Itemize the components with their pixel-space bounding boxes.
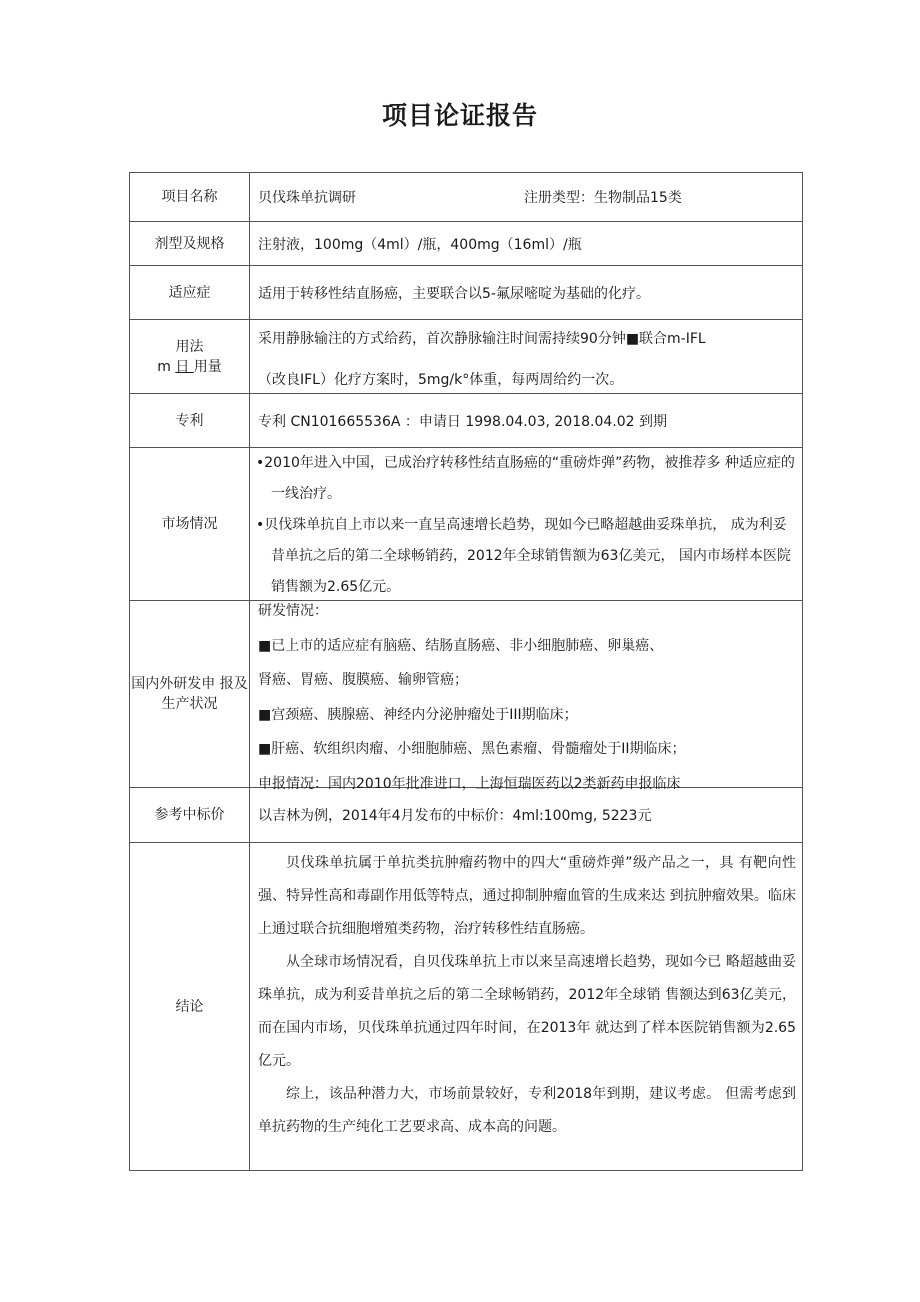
table-row (130, 394, 803, 448)
rd-line-1: ■已上市的适应症有脑癌、结肠直肠癌、非小细胞肺癌、卵巢癌、 (258, 637, 664, 654)
page-title: 项目论证报告 (381, 101, 538, 130)
rd-line-0: 研发情况： (258, 603, 328, 619)
usage-line1: 采用静脉输注的方式给药，首次静脉输注时间需持续90分钟■联合m-IFL (258, 330, 706, 347)
usage-label-line2: m 日 用量 (157, 358, 222, 375)
patent-label: 专利 (130, 394, 250, 448)
usage-label-line1: 用法 (175, 338, 204, 355)
usage-line2: （改良IFL）化疗方案时，5mg/k°体重，每两周给约一次。 (258, 371, 624, 388)
market-bullet-2: •贝伐珠单抗自上市以来一直呈高速增长趋势，现如今已略超越曲妥珠单抗， 成为利妥昔单抗之后的第二全球畅销药，2012年全球销售额为63亿美元， 国内市场样本医院销售额为2.65亿元。 (256, 517, 791, 595)
bid-price-label: 参考中标价 (130, 788, 250, 843)
spec-value: 注射液，100mg（4ml）/瓶，400mg（16ml）/瓶 (250, 222, 803, 266)
project-name-cell (250, 173, 803, 222)
table-row (130, 266, 803, 320)
table-row (130, 843, 803, 1171)
rd-line-5: 申报情况：国内2010年批准进口，上海恒瑞医药以2类新药申报临床 (258, 775, 681, 792)
conclusion-paragraph-3: 综上，该品种潜力大，市场前景较好，专利2018年到期，建议考虑。 但需考虑到单抗药物的生产纯化工艺要求高、成本高的问题。 (258, 1086, 796, 1135)
project-name-label: 项目名称 (130, 173, 250, 222)
report-table (129, 172, 803, 1171)
conclusion-paragraph-1: 贝伐珠单抗属于单抗类抗肿瘤药物中的四大“重磅炸弹”级产品之一，具 有靶向性强、特异性高和毒副作用低等特点，通过抑制肿瘤血管的生成来达 到抗肿瘤效果。临床上通过联合抗细胞增殖类药物，治疗转移性结直肠癌。 (258, 855, 796, 937)
conclusion-label: 结论 (130, 843, 250, 1171)
indication-value: 适用于转移性结直肠癌，主要联合以5-氟尿嘧啶为基础的化疗。 (250, 266, 803, 320)
table-row (130, 173, 803, 222)
table-row (130, 448, 803, 601)
table-row (130, 222, 803, 266)
usage-value (250, 320, 803, 394)
usage-label (130, 320, 250, 394)
patent-value: 专利 CN101665536A ：申请日 1998.04.03, 2018.04.02 到期 (250, 394, 803, 448)
conclusion-paragraph-2: 从全球市场情况看，自贝伐珠单抗上市以来呈高速增长趋势，现如今已 略超越曲妥珠单抗，成为利妥昔单抗之后的第二全球畅销药，2012年全球销 售额达到63亿美元，而在国内市场，贝伐珠单抗通过四年时间，在2013年 就达到了样本医院销售额为2.65亿元。 (258, 954, 796, 1069)
bid-price-value: 以吉林为例，2014年4月发布的中标价：4ml:100mg, 5223元 (250, 788, 803, 843)
conclusion-cell (250, 843, 803, 1171)
rd-line-3: ■宫颈癌、胰腺癌、神经内分泌肿瘤处于III期临床； (258, 706, 578, 723)
market-cell (250, 448, 803, 601)
rd-status-label: 国内外研发申 报及生产状况 (130, 601, 250, 788)
table-row (130, 320, 803, 394)
indication-label: 适应症 (130, 266, 250, 320)
market-bullet-1: •2010年进入中国，已成治疗转移性结直肠癌的“重磅炸弹”药物，被推荐多 种适应症的一线治疗。 (256, 455, 795, 502)
table-row (130, 601, 803, 788)
registration-type-value: 注册类型：生物制品15类 (524, 190, 682, 206)
spec-label: 剂型及规格 (130, 222, 250, 266)
project-name-value: 贝伐珠单抗调研 (258, 190, 356, 206)
rd-line-4: ■肝癌、软组织肉瘤、小细胞肺癌、黑色素瘤、骨髓瘤处于II期临床； (258, 741, 686, 757)
rd-line-2: 肾癌、胃癌、腹膜癌、输卵管癌； (258, 672, 468, 688)
rd-status-cell (250, 601, 803, 792)
market-label: 市场情况 (130, 448, 250, 601)
